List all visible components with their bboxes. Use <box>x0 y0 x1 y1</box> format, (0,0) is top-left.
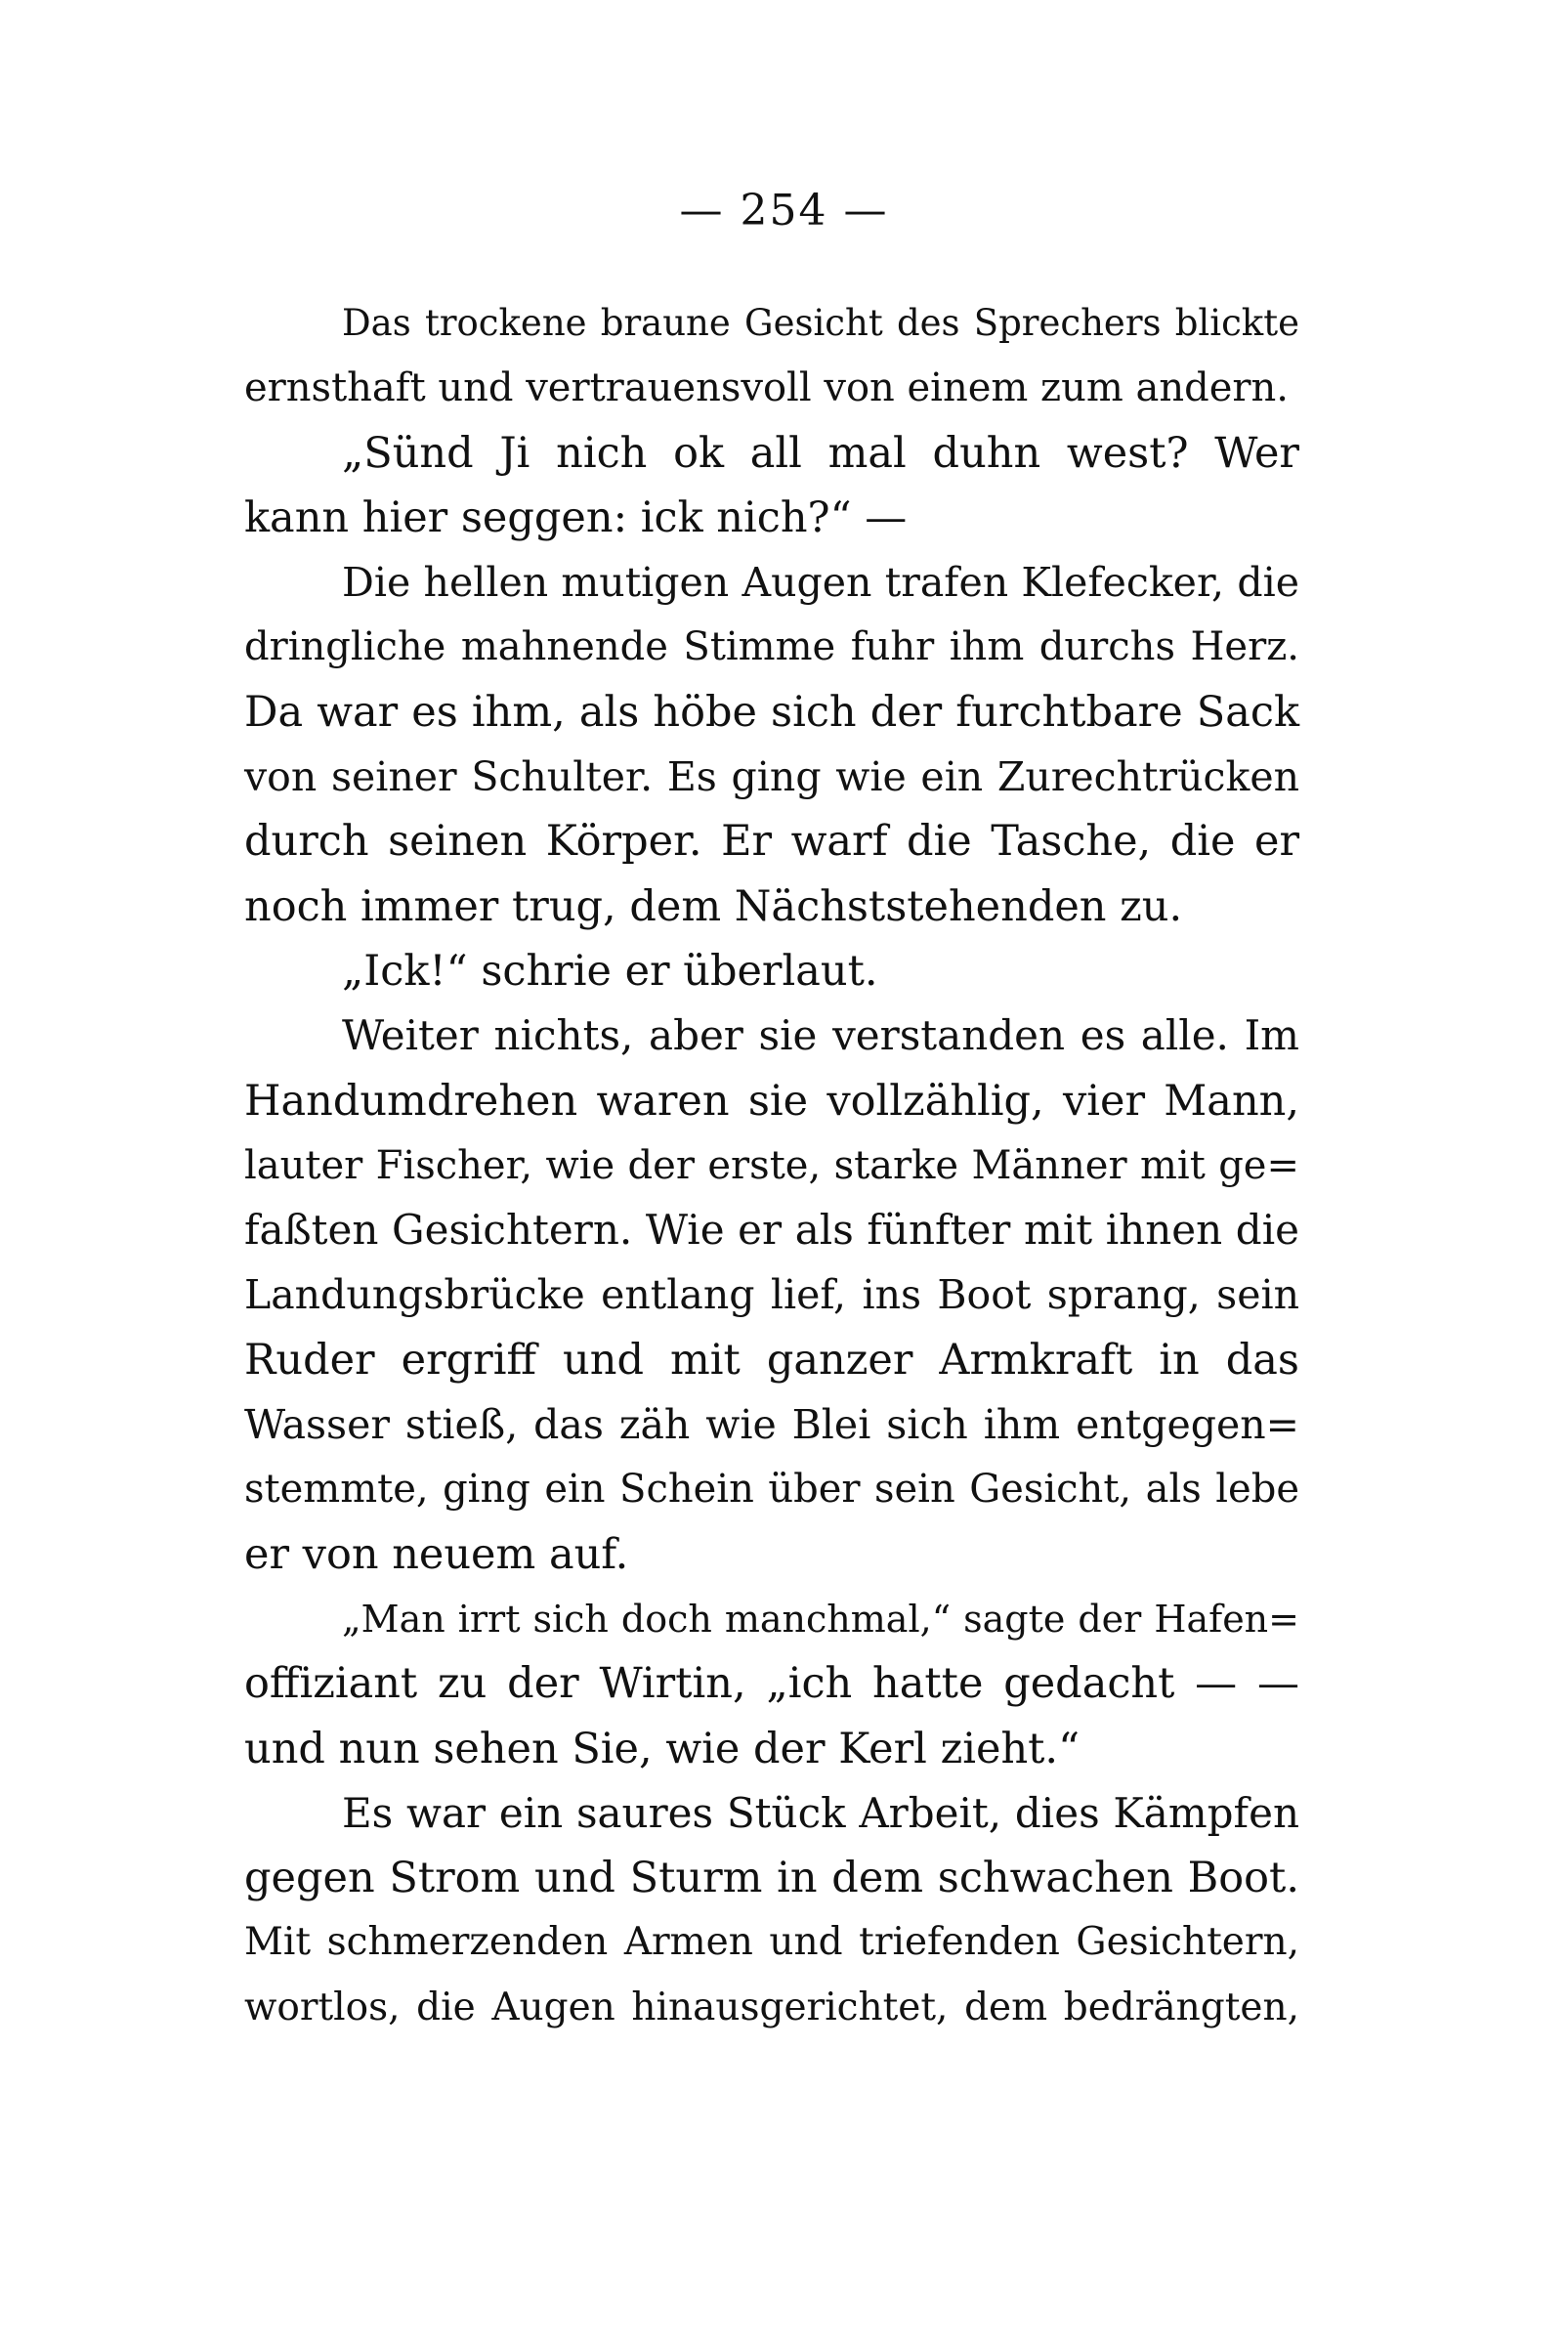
text-line: „Ick!“ schrie er überlaut. <box>342 946 878 996</box>
text-line: Da war es ihm, als höbe sich der furchtbare Sack <box>244 687 1299 737</box>
text-line: kann hier seggen: ick nich?“ — <box>244 492 908 542</box>
text-line: dringliche mahnende Stimme fuhr ihm durchs Herz. <box>244 624 1299 670</box>
text-line: und nun sehen Sie, wie der Kerl zieht.“ <box>244 1724 1081 1773</box>
text-line: von seiner Schulter. Es ging wie ein Zurechtrücken <box>244 753 1299 801</box>
text-line: Mit schmerzenden Armen und triefenden Gesichtern, <box>244 1920 1299 1965</box>
text-line: Handumdrehen waren sie vollzählig, vier Mann, <box>244 1076 1299 1126</box>
text-line: Landungsbrücke entlang lief, ins Boot sprang, sein <box>244 1271 1299 1319</box>
text-line: Es war ein saures Stück Arbeit, dies Kämpfen <box>342 1788 1299 1837</box>
text-line: offiziant zu der Wirtin, „ich hatte gedacht — — <box>244 1659 1299 1709</box>
text-line: Ruder ergriff und mit ganzer Armkraft in das <box>244 1335 1299 1385</box>
text-line: noch immer trug, dem Nächststehenden zu. <box>244 881 1183 931</box>
text-line: Wasser stieß, das zäh wie Blei sich ihm entgegen= <box>244 1401 1299 1449</box>
text-line: „Sünd Ji nich ok all mal duhn west? Wer <box>342 428 1299 478</box>
text-line: wortlos, die Augen hinausgerichtet, dem bedrängten, <box>244 1985 1299 2029</box>
text-line: Das trockene braune Gesicht des Sprechers blickte <box>342 302 1299 344</box>
page-number: — 254 — <box>679 186 889 235</box>
text-line: stemmte, ging ein Schein über sein Gesicht, als lebe <box>244 1467 1299 1513</box>
text-line: er von neuem auf. <box>244 1529 629 1579</box>
text-line: Weiter nichts, aber sie verstanden es alle. Im <box>342 1011 1299 1060</box>
text-line: „Man irrt sich doch manchmal,“ sagte der Hafen= <box>342 1597 1299 1641</box>
text-line: lauter Fischer, wie der erste, starke Männer mit ge= <box>244 1142 1299 1188</box>
text-line: gegen Strom und Sturm in dem schwachen Boot. <box>244 1854 1299 1903</box>
text-line: Die hellen mutigen Augen trafen Klefecker, die <box>342 559 1299 607</box>
body-text <box>244 291 1299 2040</box>
text-line: ernsthaft und vertrauensvoll von einem zum andern. <box>244 365 1290 411</box>
text-line: faßten Gesichtern. Wie er als fünfter mit ihnen die <box>244 1206 1299 1255</box>
text-line: durch seinen Körper. Er warf die Tasche, die er <box>244 817 1299 867</box>
